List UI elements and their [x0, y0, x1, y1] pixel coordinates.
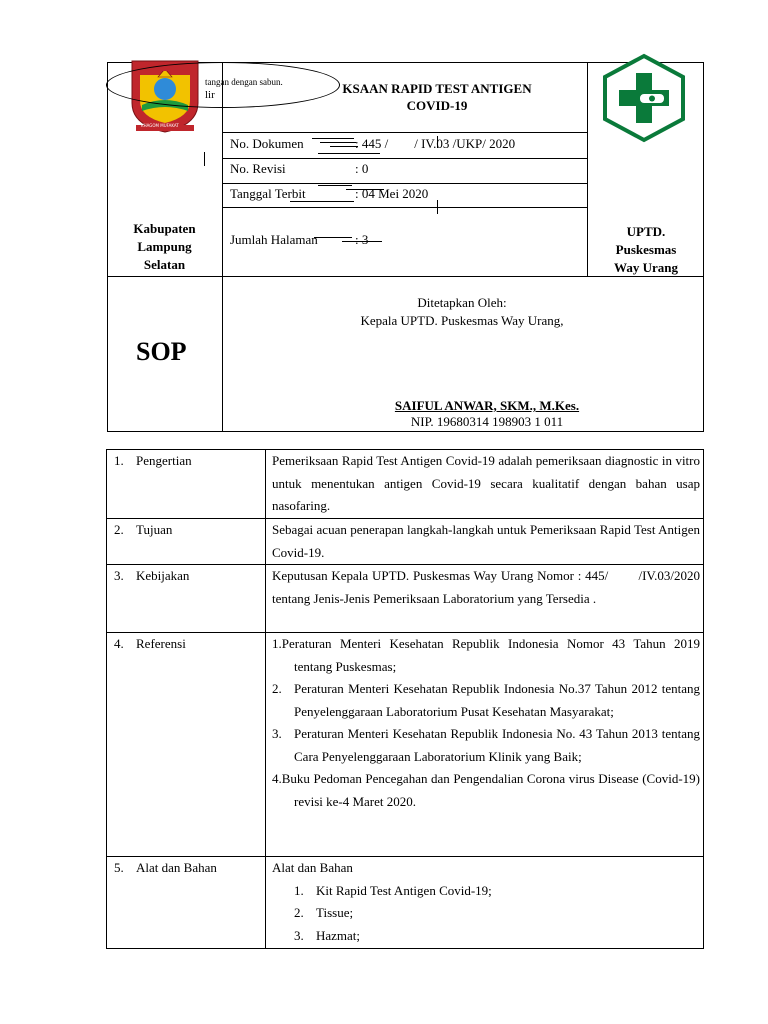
list-item: 3. Peraturan Menteri Kesehatan Republik Indonesia No. 43 Tahun 2013 tentang Cara Penyelenggaraan Laboratorium Klinik yang Baik;: [272, 726, 700, 764]
doc-number-value: : 445 / / IV.03 /UKP/ 2020: [355, 136, 516, 151]
list-item: 1. Kit Rapid Test Antigen Covid-19;: [294, 882, 492, 898]
list-item: 1.Peraturan Menteri Kesehatan Republik Indonesia Nomor 43 Tahun 2019 tentang Puskesmas;: [272, 636, 700, 674]
section-label: Alat dan Bahan: [136, 860, 217, 875]
doc-number-label: No. Dokumen: [230, 136, 304, 151]
doc-date-value: : 04 Mei 2020: [355, 186, 429, 201]
annotation-text: tangan dengan sabun.: [205, 77, 283, 87]
sop-title-line2: COVID-19: [406, 98, 468, 113]
table-row: 5. Alat dan Bahan Alat dan Bahan 1. Kit Rapid Test Antigen Covid-19; 2. Tissue; 3. Hazmat;: [107, 857, 704, 949]
section-label: Referensi: [136, 636, 186, 651]
sop-title-line1: KSAAN RAPID TEST ANTIGEN: [342, 81, 532, 96]
district-name: Kabupaten Lampung Selatan: [133, 221, 196, 272]
table-row: 3. Kebijakan Keputusan Kepala UPTD. Puskesmas Way Urang Nomor : 445/ /IV.03/2020 tentang Jenis-Jenis Pemeriksaan Laboratorium yang Tersedia .: [107, 565, 704, 633]
section-label: Pengertian: [136, 453, 192, 468]
org-name: UPTD. Puskesmas Way Urang: [614, 224, 678, 275]
district-logo-text-bottom: KHAGOM MUFAKAT: [141, 123, 179, 128]
doc-info-number-row: [230, 136, 304, 152]
approval-line1: Ditetapkan Oleh:: [417, 295, 507, 310]
doc-pages-value: : 3: [355, 232, 369, 247]
section-label: Kebijakan: [136, 568, 190, 583]
list-item: 3. Hazmat;: [294, 927, 361, 943]
doc-pages-label: Jumlah Halaman: [230, 232, 318, 247]
list-item: 2. Peraturan Menteri Kesehatan Republik Indonesia No.37 Tahun 2012 tentang Penyelenggaraan Laboratorium Pusat Kesehatan Masyarakat;: [272, 681, 700, 719]
district-logo-text-top: LAMPUNG SELATAN: [140, 56, 192, 62]
doc-date-label: Tanggal Terbit: [230, 186, 306, 201]
sop-label: SOP: [136, 337, 187, 366]
approval-block: [222, 294, 702, 330]
table-row: 1. Pengertian Pemeriksaan Rapid Test Antigen Covid-19 adalah pemeriksaan diagnostic in vitro untuk menentukan antigen Covid-19 secara kualitatif dengan bahan usap nasofaring.: [107, 450, 704, 519]
doc-revision-label: No. Revisi: [230, 161, 286, 176]
sop-content-table: [106, 449, 704, 949]
annotation-fragment: lir: [205, 89, 215, 101]
signer-name: SAIFUL ANWAR, SKM., M.Kes.: [394, 398, 580, 413]
list-item: 2. Tissue;: [294, 905, 354, 920]
section-text: Sebagai acuan penerapan langkah-langkah untuk Pemeriksaan Rapid Test Antigen Covid-19.: [266, 519, 704, 565]
puskesmas-logo-icon: [601, 53, 687, 143]
signer-nip: NIP. 19680314 198903 1 011: [410, 414, 564, 429]
table-row: 2. Tujuan Sebagai acuan penerapan langkah-langkah untuk Pemeriksaan Rapid Test Antigen Covid-19.: [107, 519, 704, 565]
subheading: Alat dan Bahan: [272, 860, 353, 875]
section-text: Keputusan Kepala UPTD. Puskesmas Way Urang Nomor : 445/ /IV.03/2020 tentang Jenis-Jenis Pemeriksaan Laboratorium yang Tersedia .: [266, 565, 704, 633]
doc-revision-value: : 0: [355, 161, 369, 176]
section-label: Tujuan: [136, 522, 173, 537]
sop-title: [322, 80, 552, 114]
approval-line2: Kepala UPTD. Puskesmas Way Urang,: [360, 313, 564, 328]
table-row: 4. Referensi 1.Peraturan Menteri Kesehatan Republik Indonesia Nomor 43 Tahun 2019 tentang Puskesmas; 2. Peraturan Menteri Kesehatan Republik Indonesia No.37 Tahun 2012 tentang Penyelenggaraan Laboratorium Pusat Kesehatan Masyarakat; 3. Peraturan Menteri Kesehatan Republik Indonesia No. 43 Tahun 2013 tentang Cara Penyelenggaraan Laboratorium Klinik yang Baik; 4.Buku Pedoman Pencegahan dan Pengendalian Corona virus Disease (Covid-19) revisi ke-4 Maret 2020.: [107, 633, 704, 857]
section-text: Pemeriksaan Rapid Test Antigen Covid-19 adalah pemeriksaan diagnostic in vitro untuk menentukan antigen Covid-19 secara kualitatif dengan bahan usap nasofaring.: [266, 450, 704, 519]
list-item: 4.Buku Pedoman Pencegahan dan Pengendalian Corona virus Disease (Covid-19) revisi ke-4 Maret 2020.: [272, 771, 700, 809]
